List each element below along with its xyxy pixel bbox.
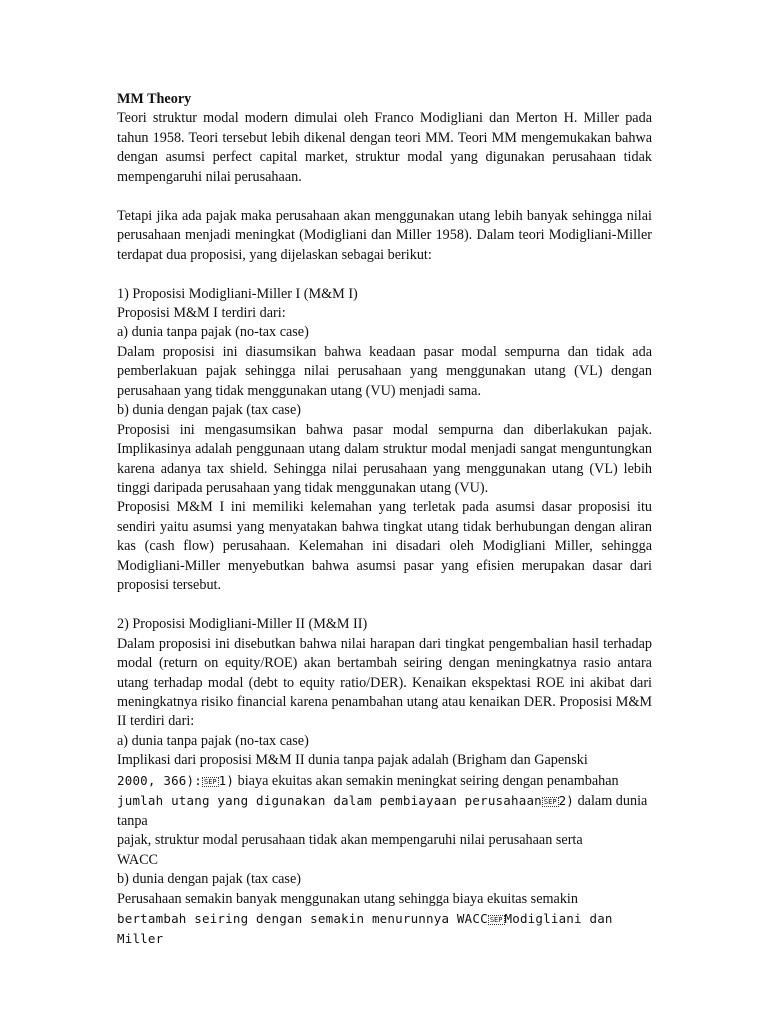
paragraph-tax: Tetapi jika ada pajak maka perusahaan akan menggunakan utang lebih banyak sehingga nilai perusahaan menjadi meningkat (Modigliani dan Miller 1958). Dalam teori Modigliani-Miller terdapat dua proposisi, yang dijelaskan sebagai berikut: xyxy=(117,207,652,263)
section-2-a-line-5: WACC xyxy=(117,851,158,868)
blank-line xyxy=(117,596,652,615)
blank-line xyxy=(117,187,652,206)
paragraph-intro: Teori struktur modal modern dimulai oleh Franco Modigliani dan Merton H. Miller pada tahun 1958. Teori tersebut lebih dikenal dengan teori MM. Teori MM mengemukakan bahwa dengan asumsi perfect capital market, struktur modal yang digunakan perusahaan tidak mempengaruhi nilai perusahaan. xyxy=(117,110,652,185)
section-2-a-line-1: Implikasi dari proposisi M&M II dunia tanpa pajak adalah (Brigham dan Gapenski xyxy=(117,752,588,769)
section-2-a-line-2 xyxy=(117,771,652,791)
document-page xyxy=(117,90,652,950)
section-1-b-text: Proposisi ini mengasumsikan bahwa pasar modal sempurna dan diberlakukan pajak. Implikasinya adalah penggunaan utang dalam struktur modal menjadi sangat menguntungkan karena adanya tax shield. Sehingga nilai perusahaan yang menggunakan utang (VL) lebih tinggi daripada perusahaan yang tidak menggunakan utang (VU). xyxy=(117,421,652,497)
section-2-a-label: a) dunia tanpa pajak (no-tax case) xyxy=(117,732,309,749)
section-2-a-line-3 xyxy=(117,791,652,831)
document-title: MM Theory xyxy=(117,91,192,107)
section-1-intro: Proposisi M&M I terdiri dari: xyxy=(117,304,286,321)
sep-glyph-icon: SEP xyxy=(203,777,217,786)
citation-text: 2000, 366): xyxy=(117,772,202,788)
section-1-weakness-text: Proposisi M&M I ini memiliki kelemahan yang terletak pada asumsi dasar proposisi itu sendiri yaitu asumsi yang menyatakan bahwa tingkat utang tidak berhubungan dengan aliran kas (cash flow) perusahaan. Kelemahan ini disadari oleh Modigliani Miller, sehingga Modigliani-Miller menyebutkan bahwa asumsi pasar yang efisien merupakan dasar dari proposisi tersebut. xyxy=(117,499,652,594)
section-2-heading: 2) Proposisi Modigliani-Miller II (M&M II) xyxy=(117,616,368,633)
blank-line xyxy=(117,265,652,284)
line-text: biaya ekuitas akan semakin meningkat seiring dengan penambahan xyxy=(234,772,619,789)
section-2-intro: Dalam proposisi ini disebutkan bahwa nilai harapan dari tingkat pengembalian hasil terhadap modal (return on equity/ROE) akan bertambah seiring dengan meningkatnya rasio antara utang terhadap modal (debt to equity ratio/DER). Kenaikan ekspektasi ROE ini akibat dari meningkatnya risiko financial karena penambahan utang atau kenaikan DER. Proposisi M&M II terdiri dari: xyxy=(117,635,652,730)
sep-glyph-icon: SEP xyxy=(543,798,557,806)
section-1-a-text: Dalam proposisi ini diasumsikan bahwa keadaan pasar modal sempurna dan tidak ada pemberlakuan pajak sehingga nilai perusahaan yang menggunakan utang (VL) dengan perusahaan yang tidak menggunakan utang (VU) menjadi sama. xyxy=(117,343,652,399)
section-1-a-label: a) dunia tanpa pajak (no-tax case) xyxy=(117,324,309,341)
line-text-mono: Modigliani dan Miller xyxy=(117,910,613,947)
line-text: dalam dunia tanpa xyxy=(117,793,648,829)
section-2-b-label: b) dunia dengan pajak (tax case) xyxy=(117,871,301,888)
list-marker: 1) xyxy=(218,772,235,788)
section-1-b-label: b) dunia dengan pajak (tax case) xyxy=(117,402,301,419)
sep-glyph-icon: SEP xyxy=(489,915,503,924)
line-text-mono: bertambah seiring dengan semakin menurunnya WACC xyxy=(117,910,488,926)
section-1-heading: 1) Proposisi Modigliani-Miller I (M&M I) xyxy=(117,285,358,302)
list-marker: 2) xyxy=(558,793,575,809)
line-text-mono: jumlah utang yang digunakan dalam pembiayaan perusahaan xyxy=(117,793,542,809)
section-2-b-line-2 xyxy=(117,909,652,950)
section-2-b-line-1: Perusahaan semakin banyak menggunakan utang sehingga biaya ekuitas semakin xyxy=(117,890,578,907)
section-2-a-line-4: pajak, struktur modal perusahaan tidak akan mempengaruhi nilai perusahaan serta xyxy=(117,832,583,849)
